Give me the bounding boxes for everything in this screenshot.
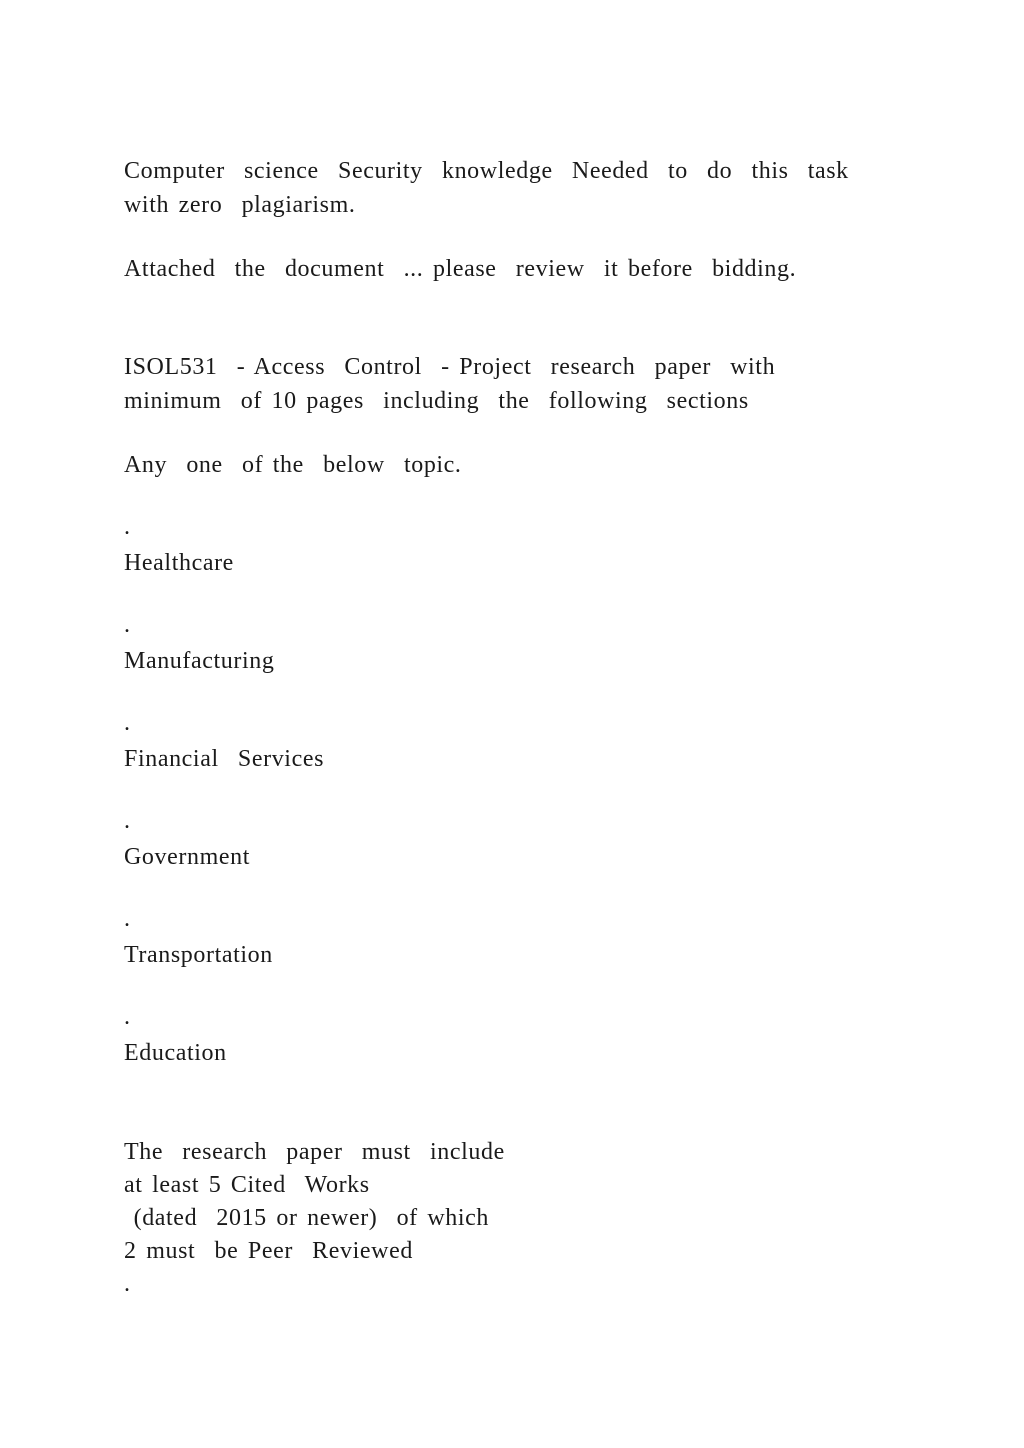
requirements-line-1: The research paper must include (124, 1139, 505, 1165)
topic-label-transportation: Transportation (124, 942, 273, 968)
topic-label-education: Education (124, 1040, 227, 1066)
attached-note: Attached the document ... please review it before bidding. (124, 256, 797, 282)
topic-bullet: . (124, 1004, 131, 1030)
topic-label-government: Government (124, 844, 250, 870)
intro-line-1: Computer science Security knowledge Needed to do this task (124, 158, 849, 184)
topic-label-financial-services: Financial Services (124, 746, 325, 772)
topic-bullet: . (124, 808, 131, 834)
intro-line-2: with zero plagiarism. (124, 192, 356, 218)
topic-bullet: . (124, 612, 131, 638)
project-line-1: ISOL531 - Access Control - Project research paper with (124, 354, 776, 380)
topic-bullet: . (124, 710, 131, 736)
requirements-line-3: (dated 2015 or newer) of which (124, 1205, 490, 1231)
requirements-bullet: . (124, 1271, 131, 1297)
requirements-line-2: at least 5 Cited Works (124, 1172, 370, 1198)
topic-bullet: . (124, 514, 131, 540)
topic-label-manufacturing: Manufacturing (124, 648, 275, 674)
topic-prompt: Any one of the below topic. (124, 452, 462, 478)
topic-label-healthcare: Healthcare (124, 550, 234, 576)
project-line-2: minimum of 10 pages including the following sections (124, 388, 749, 414)
topic-bullet: . (124, 906, 131, 932)
requirements-line-4: 2 must be Peer Reviewed (124, 1238, 413, 1264)
